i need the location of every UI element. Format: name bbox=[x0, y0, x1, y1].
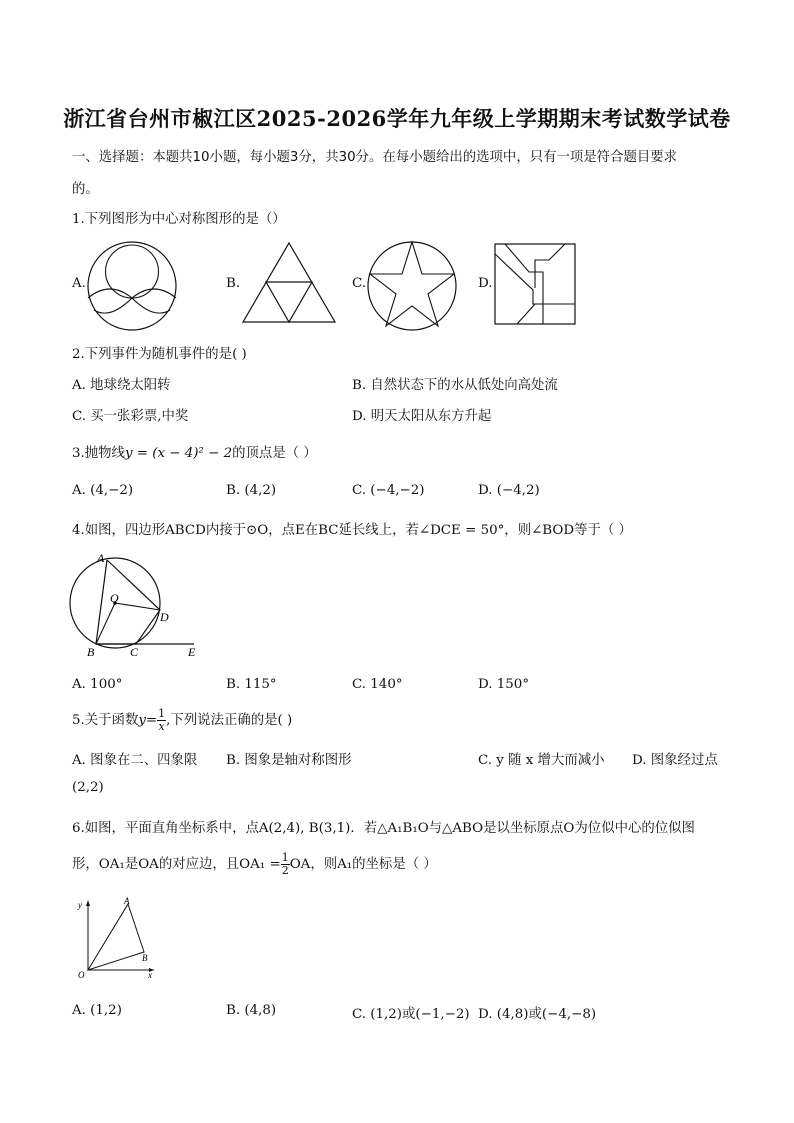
q2-option-d: D. 明天太阳从东方升起 bbox=[352, 409, 492, 424]
q5-frac-num: 1 bbox=[158, 707, 166, 720]
q6-option-a: A. (1,2) bbox=[72, 1003, 122, 1018]
q1-label-a: A. bbox=[72, 276, 86, 291]
q6-frac-num: 1 bbox=[281, 851, 289, 864]
q1-figure-a-trefoil bbox=[86, 240, 178, 332]
q4-label-c: C bbox=[130, 645, 139, 659]
q4-option-a: A. 100° bbox=[72, 677, 123, 692]
q6-label-b: B bbox=[142, 953, 148, 963]
q6-label-a: A bbox=[124, 896, 130, 906]
q5-stem bbox=[72, 708, 292, 733]
q2-option-a: A. 地球绕太阳转 bbox=[72, 378, 171, 393]
q6-stem-line1: 6.如图，平面直角坐标系中，点A(2,4), B(3,1)．若△A₁B₁O与△ABO是以坐标原点O为位似中心的位似图 bbox=[72, 821, 695, 836]
q5-option-d: D. 图象经过点 bbox=[632, 753, 718, 768]
q1-label-b: B. bbox=[226, 276, 241, 291]
q1-figure-c-star-in-circle bbox=[366, 240, 458, 332]
q5-option-c: C. y 随 x 增大而减小 bbox=[478, 753, 605, 768]
q4-option-b: B. 115° bbox=[226, 677, 277, 692]
q3-stem-post: 的顶点是（ ） bbox=[232, 446, 317, 461]
q4-label-o: O bbox=[110, 591, 119, 605]
q2-option-b: B. 自然状态下的水从低处向高处流 bbox=[352, 378, 558, 393]
q5-fraction bbox=[157, 708, 166, 733]
q5-stem-pre: 5.关于函数 bbox=[72, 713, 139, 728]
q4-option-c: C. 140° bbox=[352, 677, 403, 692]
q4-label-a: A bbox=[97, 551, 105, 565]
q5-option-a: A. 图象在二、四象限 bbox=[72, 753, 198, 768]
page-title: 浙江省台州市椒江区2025-2026学年九年级上学期期末考试数学试卷 bbox=[63, 106, 731, 131]
q3-option-c: C. (−4,−2) bbox=[352, 483, 425, 498]
section-instructions-line2: 的。 bbox=[72, 182, 99, 197]
q6-frac-den: 2 bbox=[281, 864, 289, 877]
q3-option-a: A. (4,−2) bbox=[72, 483, 134, 498]
q2-option-c: C. 买一张彩票,中奖 bbox=[72, 409, 189, 424]
q1-figure-b-triangle bbox=[240, 240, 338, 326]
q6-figure-coordinate-triangle bbox=[74, 896, 158, 980]
q3-option-d: D. (−4,2) bbox=[478, 483, 540, 498]
q4-figure-circle-quadrilateral bbox=[68, 550, 208, 660]
q6-option-b: B. (4,8) bbox=[226, 1003, 277, 1018]
q6-stem-line2 bbox=[72, 852, 437, 877]
q5-option-d-cont: (2,2) bbox=[72, 780, 104, 795]
q4-label-d: D bbox=[160, 610, 169, 624]
q4-option-d: D. 150° bbox=[478, 677, 530, 692]
q6-option-c: C. (1,2)或(−1,−2) bbox=[352, 1007, 470, 1022]
q1-label-d: D. bbox=[478, 276, 493, 291]
q6-line2-pre: 形，OA₁是OA的对应边，且OA₁ = bbox=[72, 857, 281, 872]
q6-line2-post: OA，则A₁的坐标是（ ） bbox=[289, 857, 437, 872]
q3-stem-pre: 3.抛物线 bbox=[72, 446, 125, 461]
q3-stem bbox=[72, 442, 317, 461]
q1-figure-d-pinwheel-square bbox=[493, 242, 577, 326]
q4-label-e: E bbox=[188, 645, 196, 659]
q4-stem: 4.如图，四边形ABCD内接于⊙O，点E在BC延长线上，若∠DCE = 50°，则∠BOD等于（ ） bbox=[72, 523, 632, 538]
section-instructions-line1: 一、选择题：本题共10小题，每小题3分，共30分。在每小题给出的选项中，只有一项是符合题目要求 bbox=[72, 150, 678, 165]
q1-stem: 1.下列图形为中心对称图形的是（） bbox=[72, 212, 286, 227]
q5-option-b: B. 图象是轴对称图形 bbox=[226, 753, 352, 768]
q3-formula: y = (x − 4)² − 2 bbox=[124, 446, 233, 461]
q1-label-c: C. bbox=[352, 276, 367, 291]
q6-fraction bbox=[281, 852, 290, 877]
q5-func-y: y= bbox=[138, 713, 158, 728]
q6-label-o: O bbox=[78, 970, 85, 980]
q2-stem: 2.下列事件为随机事件的是( ) bbox=[72, 347, 247, 362]
q5-stem-post: ,下列说法正确的是( ) bbox=[166, 713, 293, 728]
q6-option-d: D. (4,8)或(−4,−8) bbox=[478, 1007, 597, 1022]
q4-label-b: B bbox=[87, 645, 95, 659]
q3-option-b: B. (4,2) bbox=[226, 483, 277, 498]
q6-label-x: x bbox=[148, 970, 152, 980]
q5-frac-den: x bbox=[158, 720, 165, 733]
q6-label-y: y bbox=[78, 900, 82, 910]
